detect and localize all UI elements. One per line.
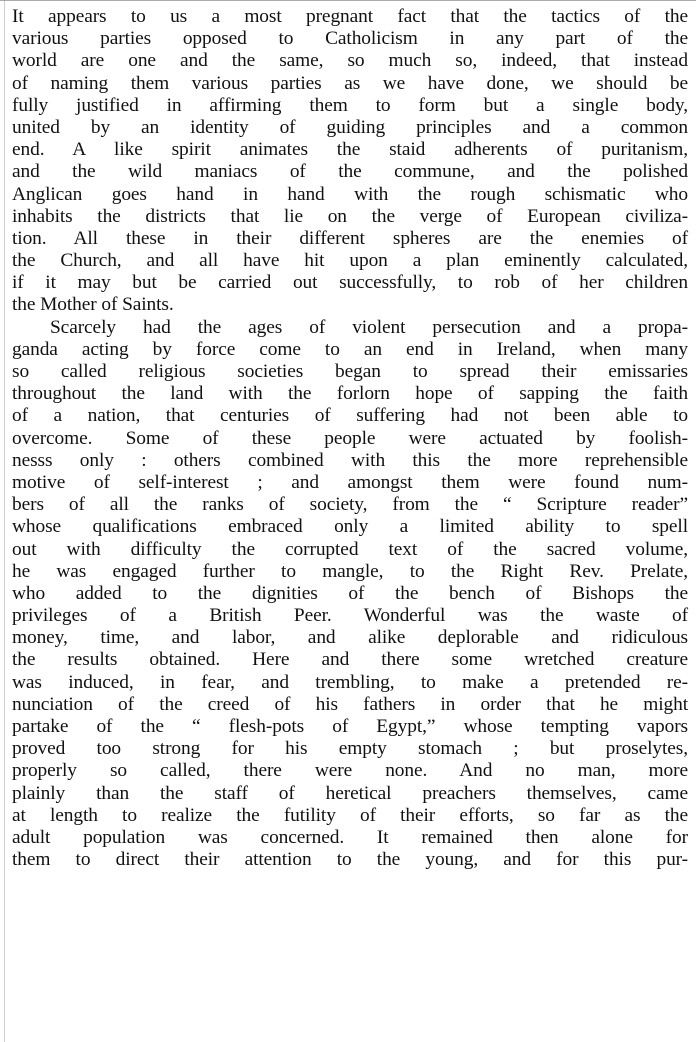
text-line: inhabits the districts that lie on the verge of European civiliza- (12, 205, 688, 227)
text-line: out with difficulty the corrupted text of the sacred volume, (12, 538, 688, 560)
text-line: bers of all the ranks of society, from the “ Scripture reader” (12, 494, 688, 516)
top-rule (0, 0, 696, 5)
text-line: of a nation, that centuries of suffering had not been able to (12, 405, 688, 427)
text-line: united by an identity of guiding principles and a common (12, 116, 688, 138)
text-line: properly so called, there were none. And no man, more (12, 760, 688, 782)
paragraph-1 (12, 6, 688, 317)
text-line: plainly than the staff of heretical preachers themselves, came (12, 782, 688, 804)
text-line: nunciation of the creed of his fathers in order that he might (12, 693, 688, 715)
article-column (12, 6, 688, 871)
column-rule (4, 0, 5, 1042)
text-line: the Church, and all have hit upon a plan eminently calculated, (12, 250, 688, 272)
text-line: world are one and the same, so much so, indeed, that instead (12, 50, 688, 72)
text-line: end. A like spirit animates the staid adherents of puritanism, (12, 139, 688, 161)
text-line: nesss only : others combined with this the more reprehensible (12, 449, 688, 471)
text-line: money, time, and labor, and alike deplorable and ridiculous (12, 627, 688, 649)
text-line: adult population was concerned. It remained then alone for (12, 826, 688, 848)
text-line: Scarcely had the ages of violent persecution and a propa- (50, 316, 688, 338)
text-line: who added to the dignities of the bench of Bishops the (12, 582, 688, 604)
text-line: if it may but be carried out successfully, to rob of her children (12, 272, 688, 294)
text-line: privileges of a British Peer. Wonderful was the waste of (12, 605, 688, 627)
paragraph-2 (12, 317, 688, 872)
text-line: Anglican goes hand in hand with the rough schismatic who (12, 183, 688, 205)
text-line: and the wild maniacs of the commune, and the polished (12, 161, 688, 183)
text-line: so called religious societies began to spread their emissaries (12, 361, 688, 382)
text-line: partake of the “ flesh-pots of Egypt,” whose tempting vapors (12, 716, 688, 737)
text-line: proved too strong for his empty stomach ; but proselytes, (12, 738, 688, 760)
text-line: overcome. Some of these people were actuated by foolish- (12, 427, 688, 449)
text-line: It appears to us a most pregnant fact that the tactics of the (12, 6, 688, 27)
text-line: of naming them various parties as we have done, we should be (12, 72, 688, 94)
text-line: fully justified in affirming them to form but a single body, (12, 94, 688, 116)
text-line: he was engaged further to mangle, to the Right Rev. Prelate, (12, 560, 688, 582)
text-line: them to direct their attention to the young, and for this pur- (12, 849, 688, 871)
text-line: ganda acting by force come to an end in Ireland, when many (12, 338, 688, 360)
text-line: various parties opposed to Catholicism in any part of the (12, 28, 688, 50)
text-line: throughout the land with the forlorn hope of sapping the faith (12, 383, 688, 405)
text-line: the Mother of Saints. (12, 294, 174, 316)
text-line: the results obtained. Here and there some wretched creature (12, 649, 688, 671)
text-line: motive of self-interest ; and amongst them were found num- (12, 471, 688, 493)
text-line: at length to realize the futility of their efforts, so far as the (12, 804, 688, 826)
text-line: was induced, in fear, and trembling, to make a pretended re- (12, 671, 688, 693)
text-line: whose qualifications embraced only a limited ability to spell (12, 516, 688, 538)
text-line: tion. All these in their different spheres are the enemies of (12, 227, 688, 249)
